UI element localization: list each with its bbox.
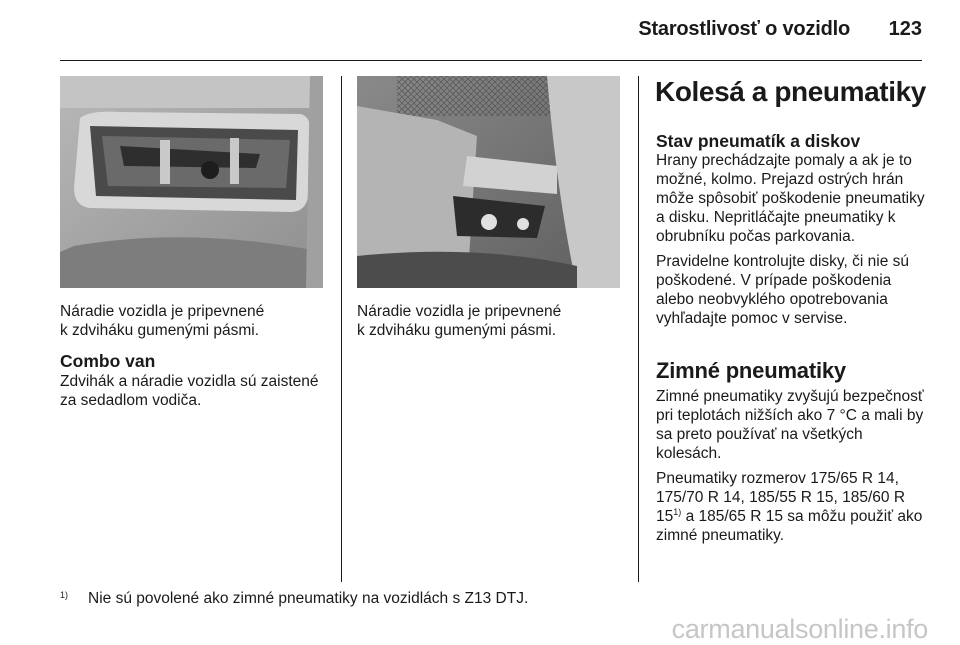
section-heading-tyre-condition: Stav pneumatík a diskov xyxy=(656,131,861,151)
footnote-mark: 1) xyxy=(60,590,69,600)
tyre-condition-paragraph-1: Hrany prechádzajte pomaly a ak je to možné, kolmo. Prejazd ostrých hrán môže spôsobiť poškodenie pneumatiky a disku. Nepritláčajte pneumatiky k obrubníku počas parkovania. xyxy=(656,152,925,245)
combo-van-paragraph: Zdvihák a náradie vozidla sú zaistené za sedadlom vodiča. xyxy=(60,373,319,409)
winter-tyres-paragraph-1: Zimné pneumatiky zvyšujú bezpečnosť pri teplotách nižších ako 7 °C a mali by sa preto používať na všetkých kolesách. xyxy=(656,388,924,462)
photo-caption-left: Náradie vozidla je pripevnené k zdviháku gumenými pásmi. xyxy=(60,303,265,339)
winter-tyres-paragraph-2 xyxy=(656,469,926,545)
footnote-text: Nie sú povolené ako zimné pneumatiky na vozidlách s Z13 DTJ. xyxy=(88,590,529,607)
section-winter-tyres xyxy=(656,387,926,551)
winter-tyres-usage-text: a 185/65 R 15 sa môžu použiť ako zimné pneumatiky. xyxy=(656,508,923,544)
page-number: 123 xyxy=(888,18,922,40)
column-divider-left xyxy=(341,76,342,582)
photo-caption-middle: Náradie vozidla je pripevnené k zdviháku gumenými pásmi. xyxy=(357,303,562,339)
winter-tyres-sizes-text: Pneumatiky rozmerov 175/65 R 14, 175/70 R 14, 185/55 R 15, 185/60 R 15 xyxy=(656,470,906,525)
tyre-condition-paragraph-2: Pravidelne kontrolujte disky, či nie sú poškodené. V prípade poškodenia alebo neobvyklého opotrebovania vyhľadajte pomoc v servise. xyxy=(656,253,910,327)
section-heading-winter-tyres: Zimné pneumatiky xyxy=(656,358,846,383)
section-heading-combo-van: Combo van xyxy=(60,351,156,371)
photo-jack-and-tools xyxy=(60,76,323,288)
section-tyre-condition xyxy=(656,131,926,334)
chapter-title: Kolesá a pneumatiky xyxy=(655,76,926,107)
running-header-title: Starostlivosť o vozidlo xyxy=(638,18,850,40)
footnote-reference: 1) xyxy=(673,506,682,517)
watermark: carmanualsonline.info xyxy=(671,614,928,644)
column-divider-right xyxy=(638,76,639,582)
header-rule xyxy=(60,60,922,61)
photo-jack-under-seat xyxy=(357,76,620,288)
